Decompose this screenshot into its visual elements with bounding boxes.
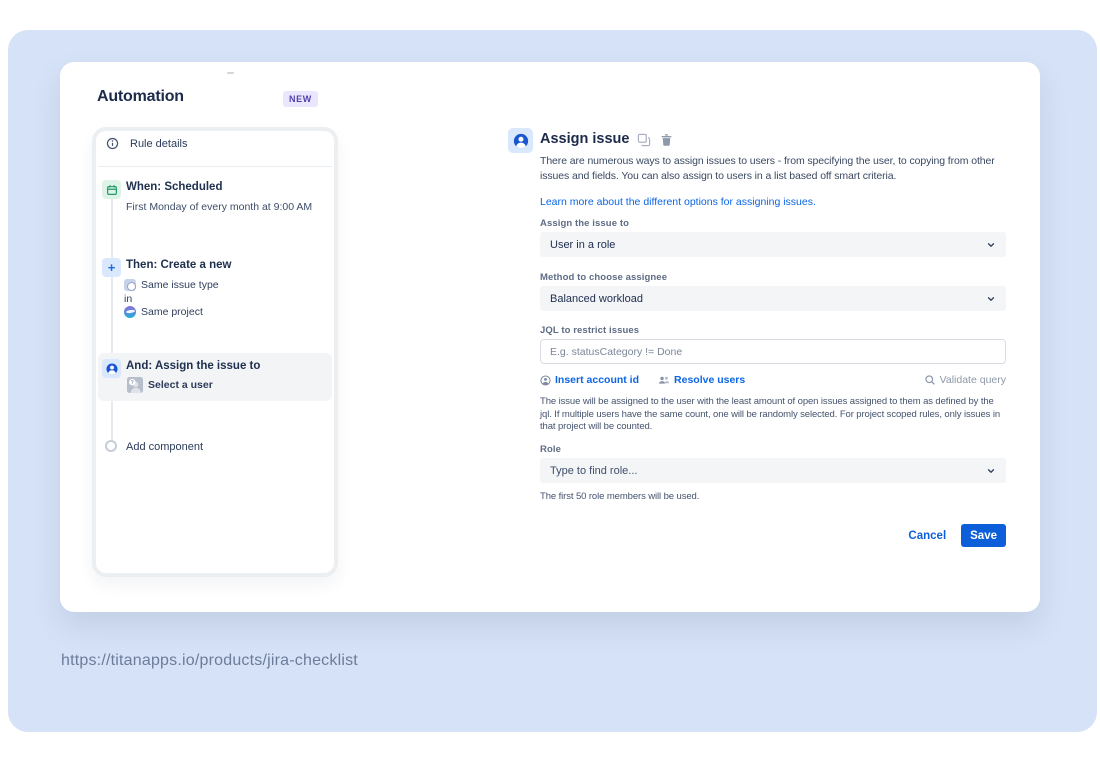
people-icon xyxy=(658,374,670,386)
select-a-user-label: Select a user xyxy=(148,379,213,391)
issue-type-label: Same issue type xyxy=(141,279,219,291)
then-issue-type-row xyxy=(124,279,219,291)
insert-account-id-button[interactable] xyxy=(540,374,639,386)
sidebar-item-then-create[interactable]: Then: Create a new xyxy=(126,259,232,271)
search-icon xyxy=(924,374,936,386)
resolve-users-button[interactable] xyxy=(658,374,745,386)
project-label: Same project xyxy=(141,306,203,318)
chevron-down-icon xyxy=(986,240,996,250)
role-helper-text: The first 50 role members will be used. xyxy=(540,491,700,502)
panel-divider xyxy=(98,166,332,167)
sidebar-item-add-component[interactable]: Add component xyxy=(126,441,204,453)
copy-icon[interactable] xyxy=(637,133,651,147)
when-schedule-summary: First Monday of every month at 9:00 AM xyxy=(126,201,313,213)
project-avatar-icon xyxy=(124,306,136,318)
assign-to-value: User in a role xyxy=(550,238,616,251)
chevron-down-icon xyxy=(986,294,996,304)
and-assign-title[interactable]: And: Assign the issue to xyxy=(126,360,261,372)
select-a-user-row[interactable] xyxy=(127,377,213,393)
sidebar-item-rule-details[interactable] xyxy=(106,137,187,150)
svg-text:?: ? xyxy=(130,379,134,386)
new-badge: NEW xyxy=(283,91,318,107)
insert-account-id-label: Insert account id xyxy=(555,374,640,386)
rule-steps-panel xyxy=(92,127,338,577)
jql-input[interactable] xyxy=(540,339,1006,364)
role-placeholder: Type to find role... xyxy=(550,464,638,477)
calendar-icon xyxy=(102,180,121,199)
assign-issue-user-circle-icon xyxy=(508,128,533,153)
cancel-button[interactable]: Cancel xyxy=(908,529,947,542)
resolve-users-label: Resolve users xyxy=(674,374,746,386)
page-title: Automation xyxy=(97,88,184,105)
info-icon xyxy=(106,137,119,150)
then-connector-label: in xyxy=(124,293,133,305)
unknown-user-avatar-icon xyxy=(127,377,143,393)
validate-query-label: Validate query xyxy=(939,374,1006,386)
footer-url: https://titanapps.io/products/jira-checklist xyxy=(61,652,358,669)
assign-to-label: Assign the issue to xyxy=(540,218,630,229)
rule-details-label: Rule details xyxy=(130,137,188,150)
sidebar-item-when-scheduled[interactable]: When: Scheduled xyxy=(126,181,223,193)
method-select[interactable] xyxy=(540,286,1006,311)
timeline-connector xyxy=(111,199,113,447)
jql-helper-text: The issue will be assigned to the user with the least amount of open issues assigned to them as defined by the jql. If multiple users have the same count, one will be randomly selected. For project scoped rules, only issues in that project will be counted. xyxy=(540,396,1001,432)
trash-icon[interactable] xyxy=(660,133,673,147)
save-button[interactable]: Save xyxy=(961,524,1006,547)
drag-handle-dash xyxy=(227,72,234,74)
panel-description: There are numerous ways to assign issues to users - from specifying the user, to copying from other issues and fields. You can also assign to users in a list based off smart criteria. xyxy=(540,155,995,182)
plus-icon xyxy=(102,258,121,277)
add-component-circle-icon xyxy=(105,440,117,452)
jql-label: JQL to restrict issues xyxy=(540,325,640,336)
method-label: Method to choose assignee xyxy=(540,272,668,283)
validate-query-button[interactable] xyxy=(924,374,1006,386)
role-label: Role xyxy=(540,444,561,455)
panel-title: Assign issue xyxy=(540,131,630,147)
learn-more-link[interactable]: Learn more about the different options for assigning issues. xyxy=(540,196,816,208)
issue-type-icon xyxy=(124,279,136,291)
then-project-row xyxy=(124,306,203,318)
assign-to-select[interactable] xyxy=(540,232,1006,257)
person-icon xyxy=(540,375,551,386)
user-circle-icon xyxy=(102,359,121,378)
chevron-down-icon xyxy=(986,466,996,476)
automation-rule-card xyxy=(60,62,1040,612)
method-value: Balanced workload xyxy=(550,292,643,305)
role-select[interactable] xyxy=(540,458,1006,483)
